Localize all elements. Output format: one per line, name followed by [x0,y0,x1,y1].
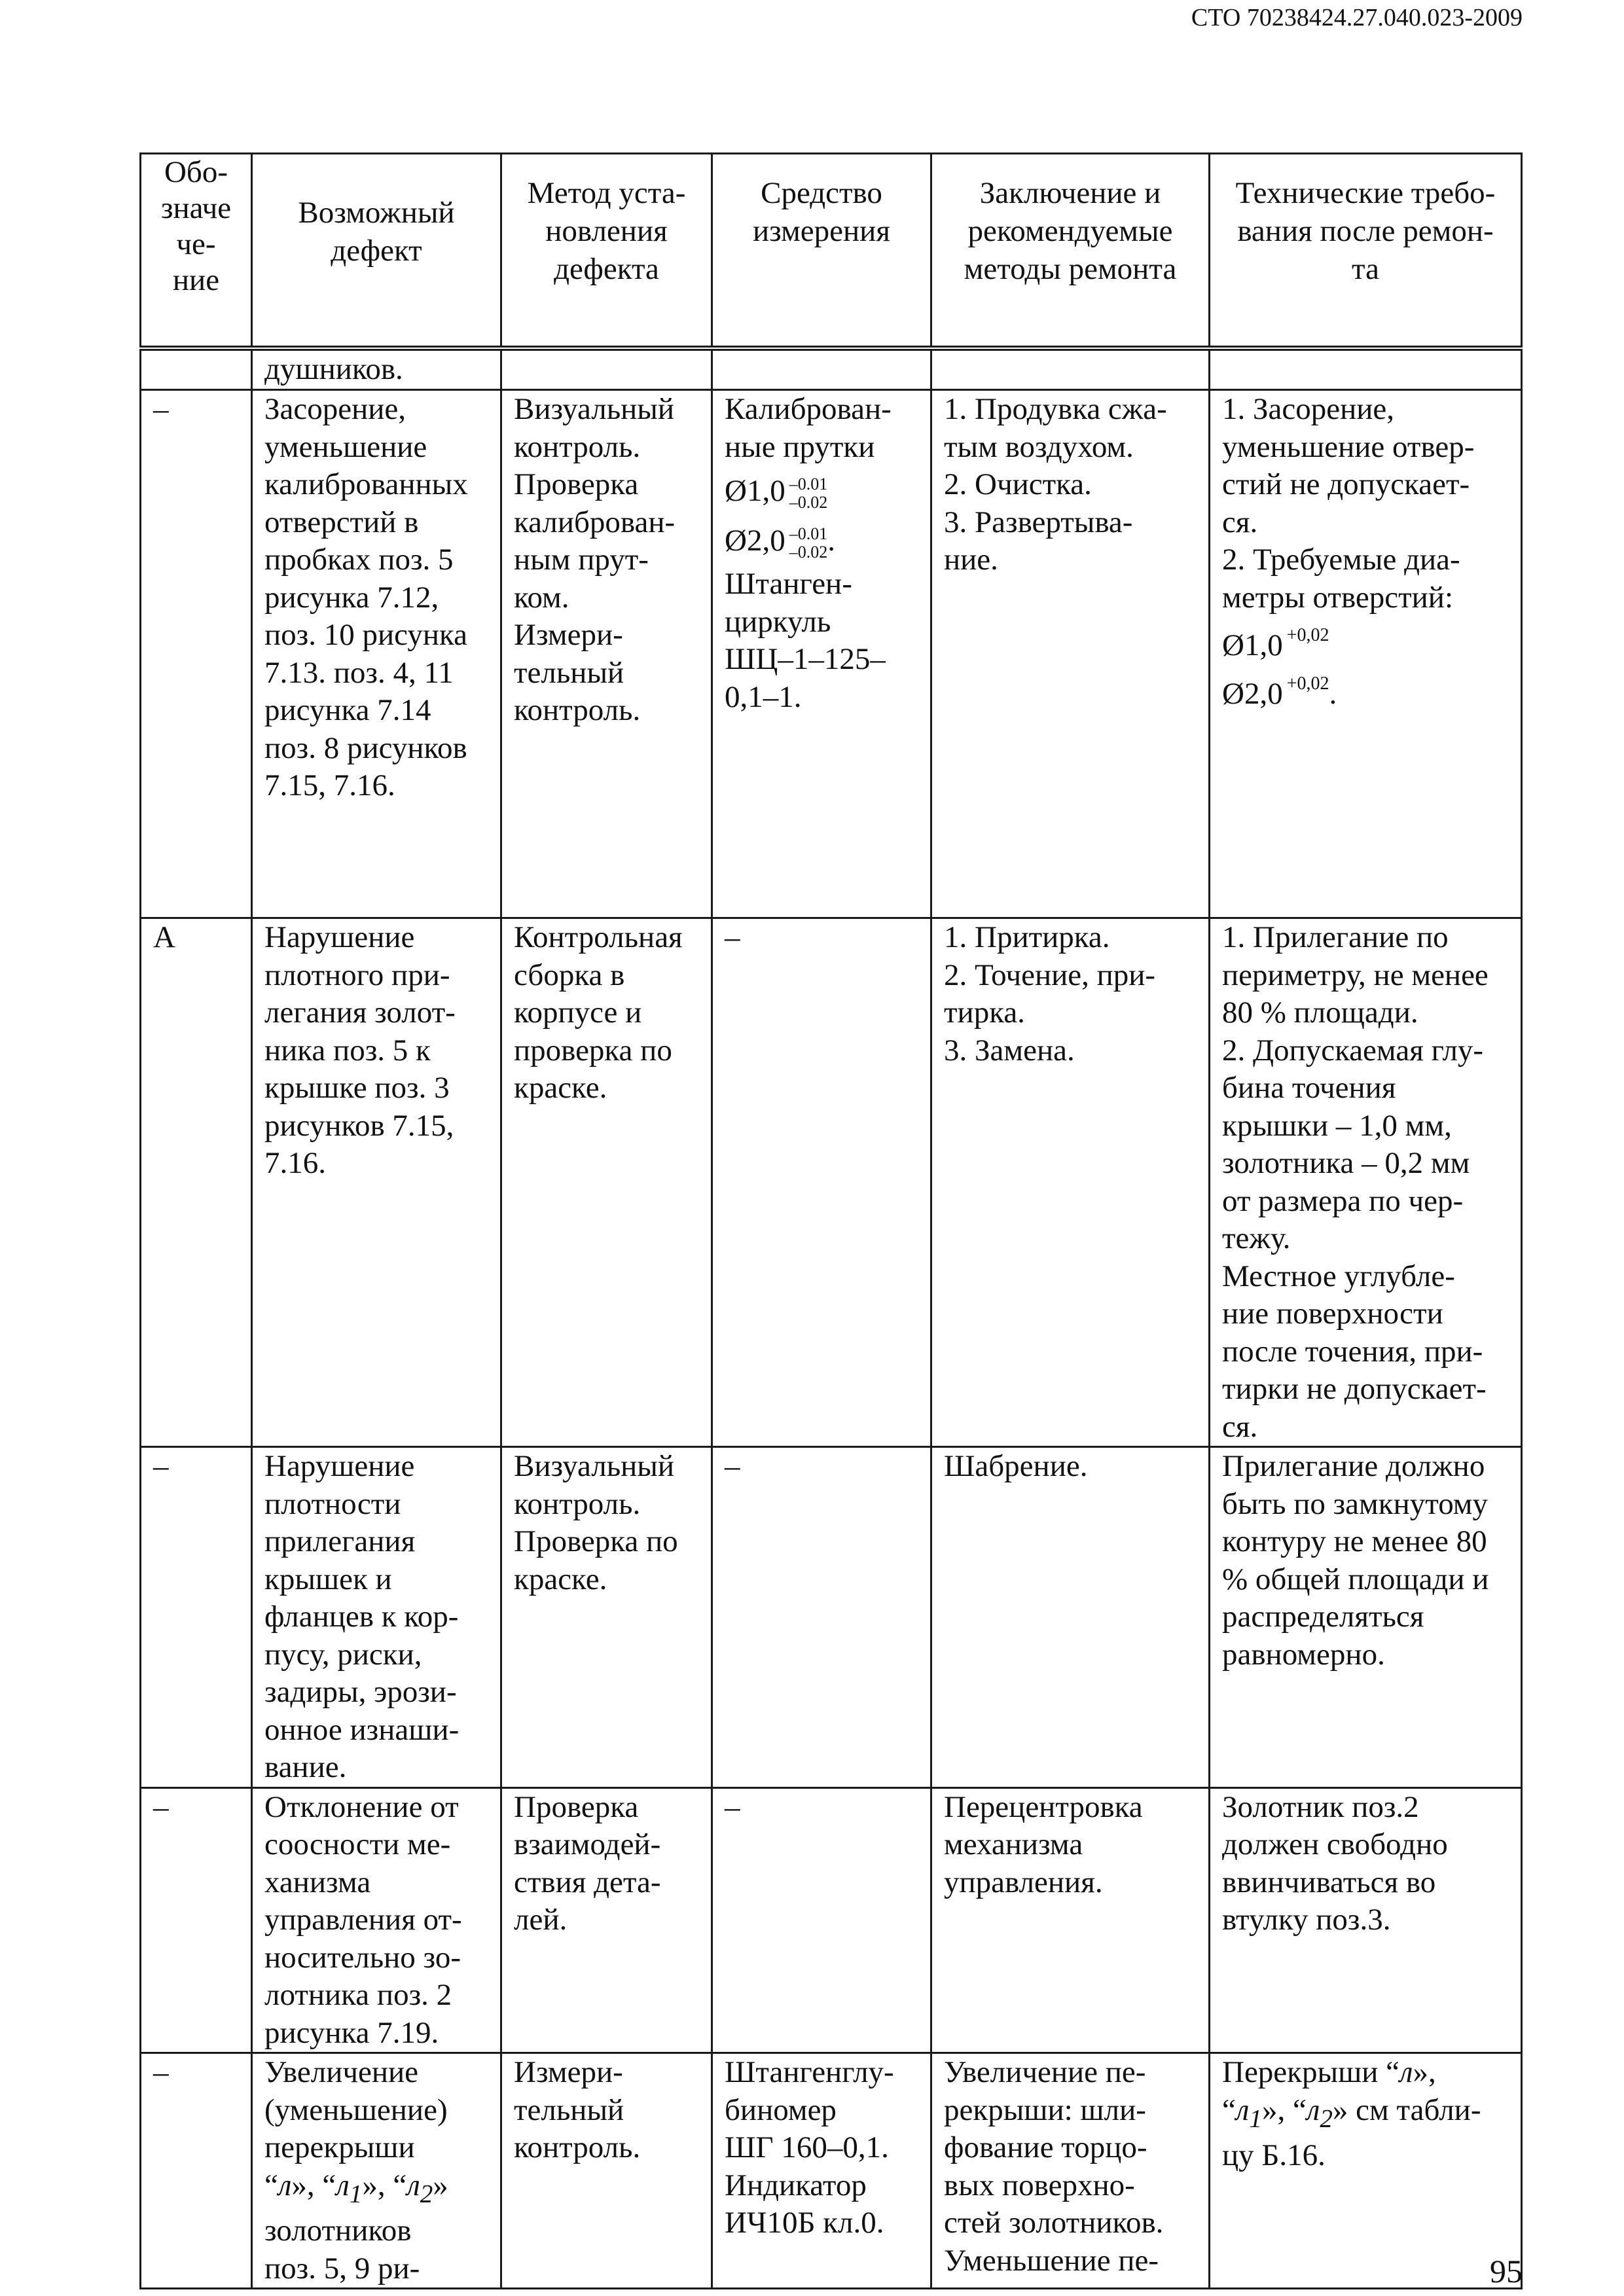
cell-line: Отклонение от [264,1789,459,1824]
overlap-reference [1222,2092,1514,2138]
cell-line: калиброван- [514,505,676,539]
cell-line: 3. Развертыва- [944,505,1133,539]
cell-line: Нарушение [264,920,415,954]
cell-designation [141,918,252,1447]
cell-line: взаимодей- [514,1827,661,1861]
cell-line: – [153,1789,169,1824]
cell-line: 2. Очистка. [944,467,1092,501]
cell-line: Прилегание должно [1222,1449,1485,1483]
cell-line: поз. 8 рисунков [264,730,467,765]
overlap-symbols [264,2167,494,2213]
cell-line: Перецентровка [944,1789,1143,1824]
cell-requirements [1210,918,1522,1447]
cell-line: – [153,2055,169,2089]
cell-line: контроль. [514,693,641,727]
table-row-continuation [141,348,1522,390]
cell-line: (уменьшение) [264,2092,448,2127]
cell-line: Измери- [514,2055,623,2089]
cell-line: плотного при- [264,958,450,992]
header-defect [252,154,501,349]
header-defect-line: Возможный [298,196,455,230]
header-requirements-line: Технические требо- [1235,176,1496,210]
header-designation-line: че- [176,227,216,261]
tolerance-stack [789,525,828,562]
subscript: 2 [1320,2104,1333,2132]
tolerance-upper: –0.01 [789,475,828,494]
tolerance-lower: –0.02 [789,543,828,562]
cell-requirements [1210,1787,1522,2053]
cell-line: 1. Продувка сжа- [944,392,1167,426]
header-repair-line: рекомендуемые [967,214,1173,248]
cell-line: стий не допускает- [1222,467,1470,501]
header-method-line: Метод уста- [527,176,686,210]
cell-line: Засорение, [264,392,406,426]
header-method-line: дефекта [554,252,659,286]
cell-line: прилегания [264,1524,416,1558]
cell-line: Увеличение пе- [944,2055,1146,2089]
table-header-row [141,154,1522,349]
table-row [141,1447,1522,1788]
cell-line: уменьшение отвер- [1222,429,1475,464]
diameter-tolerance [725,516,924,565]
cell-line: тежу. [1222,1221,1291,1255]
cell-line: 1. Засорение, [1222,392,1395,426]
cell-line: 2. Точение, при- [944,958,1156,992]
tolerance-upper: –0.01 [789,524,828,544]
symbol-l: л [1399,2055,1413,2089]
cell-line: Местное углубле- [1222,1259,1455,1293]
cell-line: 1. Притирка. [944,920,1110,954]
cell-line: цу Б.16. [1222,2138,1326,2173]
cell-line: Измери- [514,618,623,652]
cell-designation [141,1787,252,2053]
cell-line: метры отверстий: [1222,580,1454,615]
cell-designation [141,2053,252,2289]
header-designation [141,154,252,349]
cell-line: контуру не менее 80 [1222,1524,1487,1558]
cell-line: – [725,920,740,954]
cell-line: носительно зо- [264,1940,461,1975]
cell-repair [931,918,1210,1447]
cell-line: 0,1–1. [725,679,802,714]
cell-line: перекрыши [264,2130,415,2164]
cell-line: после точения, при- [1222,1334,1483,1369]
cell-line: уменьшение [264,429,427,464]
cell-requirements [1210,390,1522,918]
cell-defect [252,918,501,1447]
cell-method [501,918,712,1447]
overlap-reference [1222,2054,1514,2092]
table-row [141,1787,1522,2053]
cell-line: пробках поз. 5 [264,543,454,577]
cell-repair [931,348,1210,390]
cell-line: Штанген- [725,567,852,601]
cell-line: задиры, эрози- [264,1675,457,1709]
cell-line: краске. [514,1562,607,1596]
cell-method [501,1447,712,1788]
cell-line: тым воздухом. [944,429,1134,464]
cell-line: % общей площади и [1222,1562,1489,1596]
cell-designation [141,1447,252,1788]
header-repair-line: Заключение и [979,176,1161,210]
cell-line: должен свободно [1222,1827,1448,1861]
cell-line: поз. 10 рисунка [264,618,467,652]
cell-line: равномерно. [1222,1637,1385,1672]
cell-defect [252,348,501,390]
text-fragment: Перекрыши “ [1222,2055,1400,2089]
cell-line: от размера по чер- [1222,1183,1464,1218]
cell-line: соосности ме- [264,1827,451,1861]
cell-line: рисунка 7.19. [264,2015,439,2050]
text-fragment: » см табли- [1332,2092,1481,2127]
diameter-tolerance [1222,617,1514,665]
separator: », “ [291,2168,336,2202]
cell-line: контроль. [514,429,641,464]
quote-mark: » [433,2168,448,2202]
diameter-value: Ø2,0 [1222,676,1283,711]
cell-method [501,2053,712,2289]
cell-line: периметру, не менее [1222,958,1489,992]
cell-line: – [725,1789,740,1824]
cell-line: поз. 5, 9 ри- [264,2251,420,2286]
header-requirements-line: та [1352,252,1379,286]
separator: », [1413,2055,1436,2089]
separator: », “ [1261,2092,1307,2127]
cell-line: быть по замкнутому [1222,1486,1489,1521]
cell-line: проверка по [514,1033,672,1067]
separator: », “ [362,2168,407,2202]
cell-line: Шабрение. [944,1449,1088,1483]
cell-means [712,2053,931,2289]
cell-line: корпусе и [514,996,642,1030]
cell-requirements [1210,348,1522,390]
cell-line: бина точения [1222,1071,1396,1105]
cell-line: – [153,1449,169,1483]
cell-line: золотника – 0,2 мм [1222,1146,1470,1180]
symbol-l2: л [406,2168,420,2202]
cell-line: крышки – 1,0 мм, [1222,1108,1452,1143]
cell-line: ханизма [264,1865,371,1899]
cell-repair [931,1787,1210,2053]
cell-defect [252,390,501,918]
cell-method [501,390,712,918]
cell-line: фланцев к кор- [264,1600,459,1634]
cell-line: лей. [514,1903,568,1937]
cell-designation [141,390,252,918]
cell-line: ся. [1222,1409,1258,1444]
diameter-value: Ø1,0 [1222,628,1283,662]
cell-line: – [153,392,169,426]
cell-means [712,348,931,390]
table-row [141,2053,1522,2289]
cell-line: циркуль [725,604,831,639]
cell-line: распределяться [1222,1600,1424,1634]
subscript: 1 [349,2179,363,2208]
cell-line: фование торцо- [944,2130,1147,2164]
cell-line: 3. Замена. [944,1033,1075,1067]
symbol-l2: л [1306,2092,1320,2127]
cell-line: стей золотников. [944,2206,1164,2240]
cell-line: – [725,1449,740,1483]
cell-line: ние. [944,543,998,577]
cell-line: рисунка 7.12, [264,580,439,615]
cell-defect [252,1787,501,2053]
document-code: СТО 70238424.27.040.023-2009 [1191,4,1523,31]
quote-mark: “ [1222,2092,1236,2127]
cell-line: Визуальный [514,392,675,426]
cell-method [501,348,712,390]
cell-line: 7.15, 7.16. [264,768,395,802]
cell-line: плотности [264,1486,401,1521]
cell-line: отверстий в [264,505,419,539]
header-means-line: Средство [761,176,882,210]
cell-line: Контрольная [514,920,683,954]
cell-line: 1. Прилегание по [1222,920,1449,954]
cell-line: управления от- [264,1903,462,1937]
cell-line: краске. [514,1071,607,1105]
cell-line: ИЧ10Б кл.0. [725,2206,884,2240]
header-designation-line: ние [172,263,220,297]
cell-line: ние поверхности [1222,1297,1443,1331]
header-method-line: новления [545,214,668,248]
tolerance-upper: +0,02 [1286,625,1329,645]
header-designation-line: значе [160,191,232,225]
cell-requirements [1210,1447,1522,1788]
cell-requirements [1210,2053,1522,2289]
tolerance-lower: –0.02 [789,493,828,512]
cell-line: 2. Допускаемая глу- [1222,1033,1484,1067]
cell-defect [252,2053,501,2289]
punctuation: . [1329,676,1337,711]
quote-mark: “ [264,2168,278,2202]
cell-line: крышек и [264,1562,392,1596]
cell-line: рисунка 7.14 [264,693,431,727]
cell-means [712,1447,931,1788]
header-means-line: измерения [753,214,890,248]
tolerance-stack [789,475,828,512]
cell-line: контроль. [514,1486,641,1521]
header-method [501,154,712,349]
punctuation: . [827,524,835,558]
cell-line: золотников [264,2214,412,2248]
cell-line: тельный [514,2092,624,2127]
header-requirements-line: вания после ремон- [1237,214,1494,248]
cell-repair [931,1447,1210,1788]
header-designation-line: Обо- [164,155,228,189]
header-defect-line: дефект [331,234,422,268]
header-means [712,154,931,349]
cell-line: Золотник поз.2 [1222,1789,1419,1824]
cell-line: ком. [514,580,569,615]
cell-line: онное изнаши- [264,1712,460,1747]
cell-line: тельный [514,655,624,690]
cell-line: тирка. [944,996,1025,1030]
cell-line: 80 % площади. [1222,996,1418,1030]
cell-line: сборка в [514,958,625,992]
cell-line: легания золот- [264,996,456,1030]
cell-line: Увеличение [264,2055,419,2089]
cell-line: вание. [264,1750,347,1784]
cell-line: ШГ 160–0,1. [725,2130,889,2164]
diameter-tolerance [1222,665,1514,713]
header-requirements [1210,154,1522,349]
cell-means [712,1787,931,2053]
cell-line: А [153,920,175,954]
tolerance-upper: +0,02 [1286,673,1329,694]
cell-line: Калиброван- [725,392,892,426]
cell-defect [252,1447,501,1788]
cell-method [501,1787,712,2053]
cell-line: калиброванных [264,467,468,501]
symbol-l1: л [1235,2092,1250,2127]
symbol-l1: л [336,2168,350,2202]
diameter-value: Ø1,0 [725,474,785,508]
cell-line: ствия дета- [514,1865,661,1899]
cell-line: механизма [944,1827,1083,1861]
cell-line: Визуальный [514,1449,675,1483]
cell-line: тирки не допускает- [1222,1372,1487,1406]
cell-line: пусу, риски, [264,1637,422,1672]
cell-line: вых поверхно- [944,2168,1135,2202]
cell-line: Нарушение [264,1449,415,1483]
cell-line: 7.16. [264,1146,326,1180]
cell-line: биномер [725,2092,837,2127]
cell-line: душников. [264,352,403,386]
header-repair [931,154,1210,349]
cell-line: втулку поз.3. [1222,1903,1391,1937]
cell-designation [141,348,252,390]
diameter-tolerance [725,466,924,516]
symbol-l: л [278,2168,292,2202]
cell-line: 7.13. поз. 4, 11 [264,655,454,690]
cell-line: Индикатор [725,2168,867,2202]
cell-line: рисунков 7.15, [264,1108,454,1143]
defects-table [139,152,1523,2289]
cell-means [712,918,931,1447]
subscript: 2 [420,2179,433,2208]
cell-line: ным прут- [514,543,649,577]
cell-line: ШЦ–1–125– [725,642,886,676]
cell-line: Проверка по [514,1524,678,1558]
subscript: 1 [1249,2104,1262,2132]
cell-line: лотника поз. 2 [264,1978,452,2012]
cell-repair [931,390,1210,918]
cell-line: управления. [944,1865,1103,1899]
diameter-value: Ø2,0 [725,524,785,558]
cell-line: Уменьшение пе- [944,2243,1159,2278]
cell-line: Штангенглу- [725,2055,894,2089]
table-row [141,390,1522,918]
table-row [141,918,1522,1447]
cell-repair [931,2053,1210,2289]
cell-line: крышке поз. 3 [264,1071,450,1105]
cell-line: ся. [1222,505,1258,539]
cell-line: ные прутки [725,429,875,464]
header-repair-line: методы ремонта [964,252,1177,286]
page-number: 95 [1490,2253,1523,2289]
cell-line: ника поз. 5 к [264,1033,431,1067]
cell-line: ввинчиваться во [1222,1865,1436,1899]
cell-line: контроль. [514,2130,641,2164]
cell-line: Проверка [514,1789,639,1824]
cell-line: рекрыши: шли- [944,2092,1146,2127]
cell-line: Проверка [514,467,639,501]
cell-means [712,390,931,918]
cell-line: 2. Требуемые диа- [1222,543,1460,577]
